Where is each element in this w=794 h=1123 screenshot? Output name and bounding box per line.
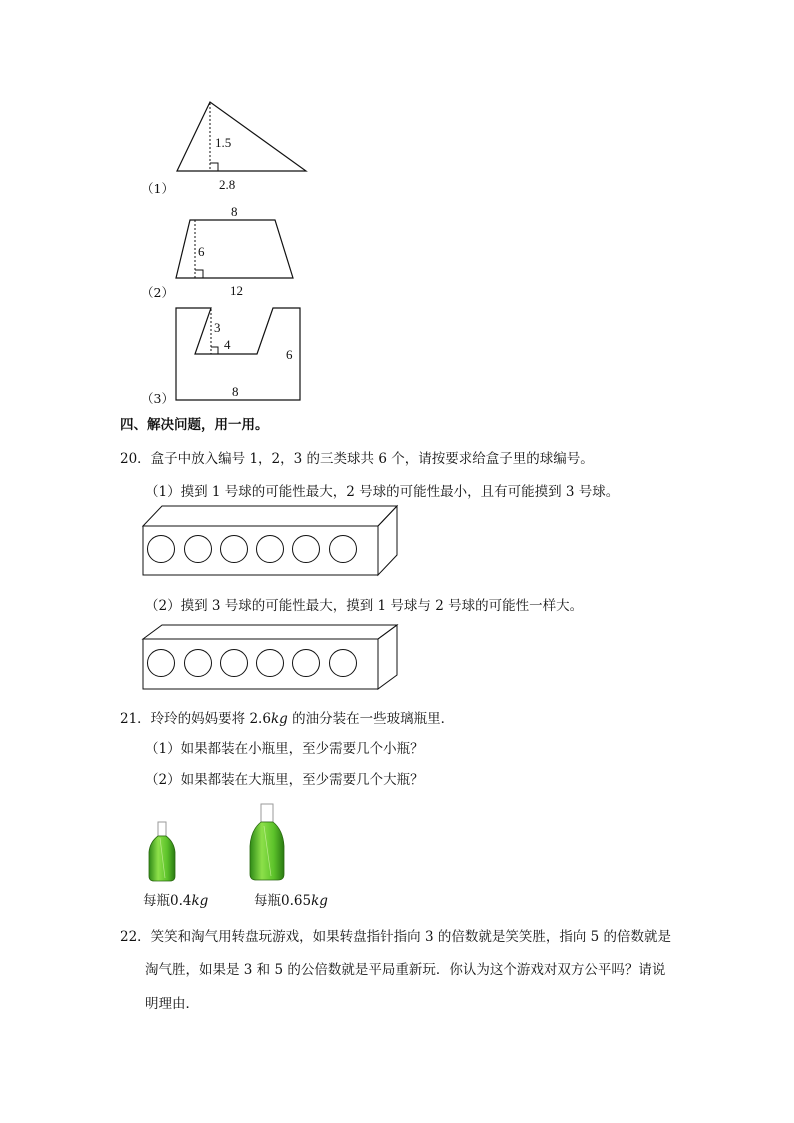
q22-line3: 明理由． (145, 996, 199, 1012)
large-bottle-unit: kg (311, 893, 328, 909)
large-bottle-weight: 每瓶0.65 (254, 893, 312, 909)
triangle-base-label: 2.8 (219, 177, 236, 192)
small-bottle-caption (143, 889, 208, 909)
q21-stem-b: 的油分装在一些玻璃瓶里． (287, 711, 455, 727)
q20-stem: 20．盒子中放入编号 1，2，3 的三类球共 6 个，请按要求给盒子里的球编号。 (120, 451, 594, 467)
triangle-height-label: 1.5 (215, 135, 232, 150)
small-bottle-unit: kg (191, 893, 209, 909)
q20-part2: （2）摸到 3 号球的可能性最大，摸到 1 号球与 2 号球的可能性一样大。 (145, 598, 584, 614)
figure-label-2: （2） (141, 285, 174, 300)
small-bottle-icon (149, 822, 175, 881)
trapezoid-top-label: 8 (231, 204, 238, 219)
section-title: 四、解决问题，用一用。 (120, 417, 269, 433)
large-bottle-icon (250, 804, 284, 880)
q21-part2: （2）如果都装在大瓶里，至少需要几个大瓶？ (145, 772, 424, 788)
notch-height-label: 3 (214, 320, 221, 335)
trapezoid-height-label: 6 (198, 244, 205, 259)
small-bottle-weight: 每瓶0.4 (143, 893, 192, 909)
q20-part1: （1）摸到 1 号球的可能性最大，2 号球的可能性最小，且有可能摸到 3 号球。 (145, 484, 620, 500)
q22-line1: 22．笑笑和淘气用转盘玩游戏，如果转盘指针指向 3 的倍数就是笑笑胜，指向 5 的倍数就是 (120, 929, 672, 945)
q22-line2: 淘气胜，如果是 3 和 5 的公倍数就是平局重新玩．你认为这个游戏对双方公平吗？请说 (145, 962, 666, 978)
composite-side-label: 6 (286, 347, 293, 362)
notch-base-label: 4 (224, 337, 231, 352)
q21-stem-a: 21．玲玲的妈妈要将 2.6 (120, 711, 271, 727)
figure-label-1: （1） (141, 181, 174, 196)
composite-bottom-label: 8 (232, 384, 239, 399)
large-bottle-caption (254, 889, 328, 909)
q21-stem-unit: kg (270, 711, 288, 727)
trapezoid-bottom-label: 12 (230, 283, 243, 298)
figure-label-3: （3） (141, 391, 174, 406)
q21-part1: （1）如果都装在小瓶里，至少需要几个小瓶？ (145, 741, 424, 757)
